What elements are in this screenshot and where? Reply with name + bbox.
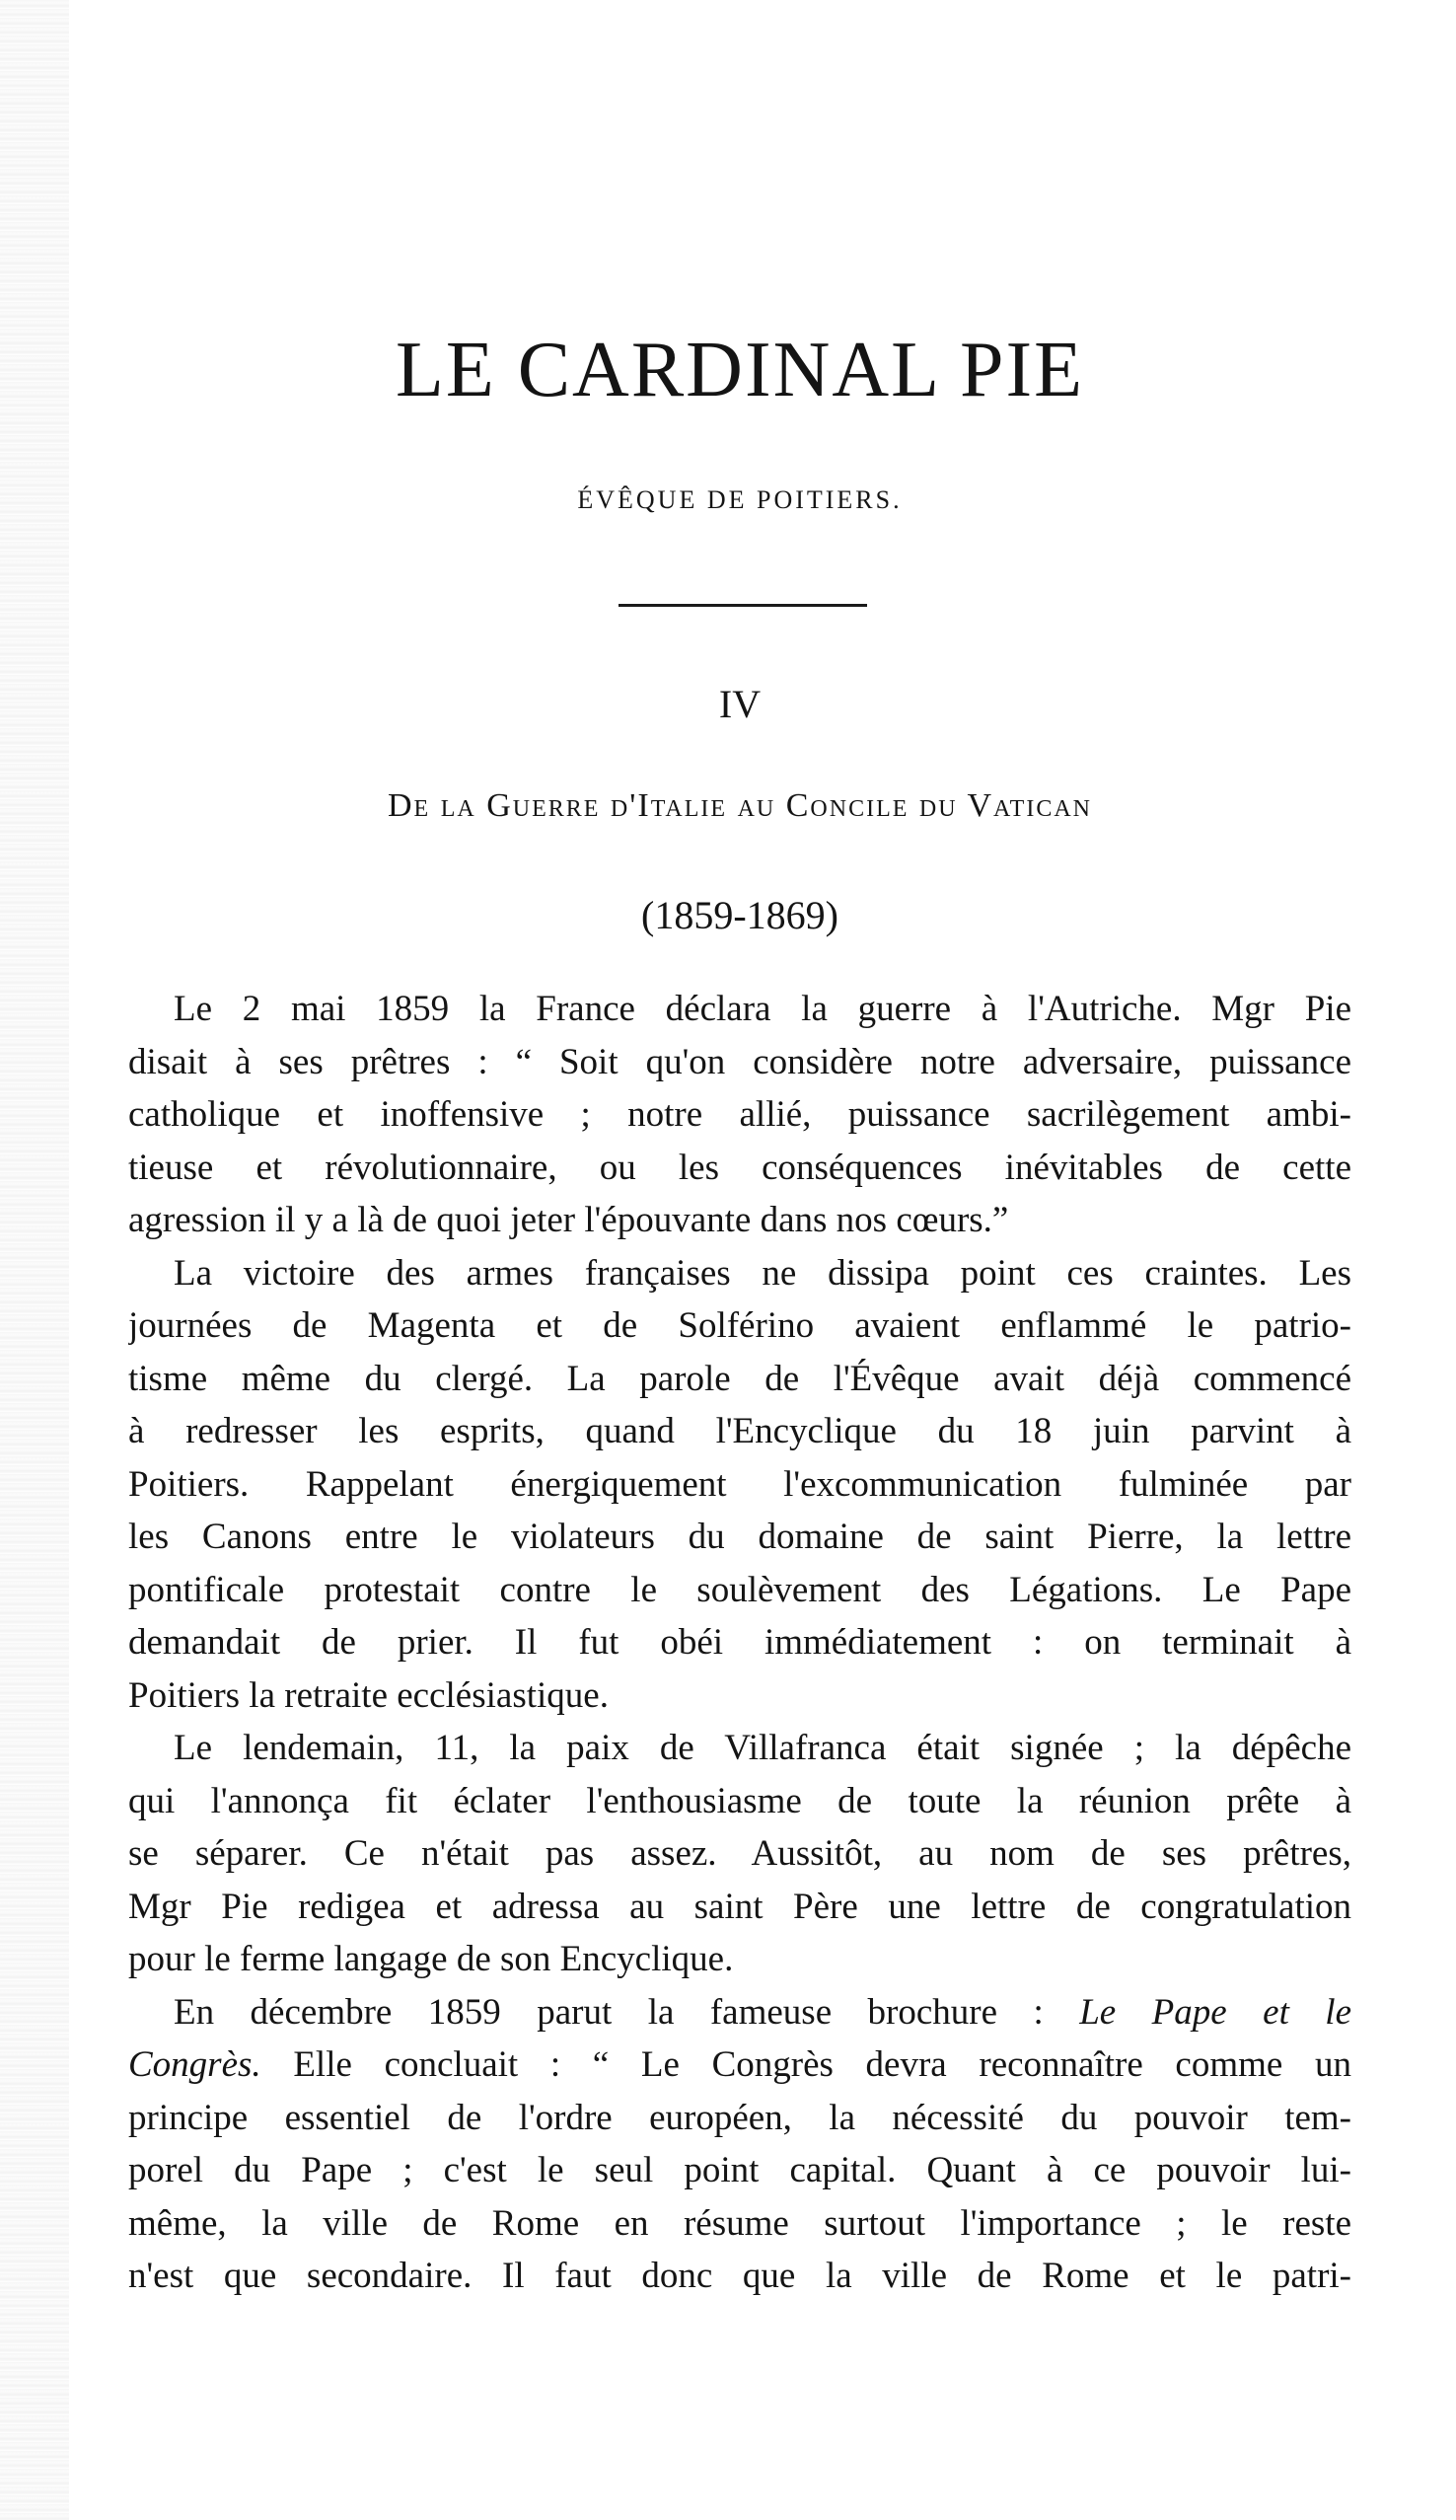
text-line: qui l'annonça fit éclater l'enthousiasme de toute la réunion prête à xyxy=(128,1780,1351,1821)
body-text xyxy=(128,983,1351,2303)
text-line: Le lendemain, 11, la paix de Villafranca était signée ; la dépêche xyxy=(174,1728,1351,1768)
scan-edge-shadow xyxy=(0,0,69,2520)
text-line: La victoire des armes françaises ne dissipa point ces craintes. Les xyxy=(174,1252,1351,1294)
text-line: agression il y a là de quoi jeter l'épouvante dans nos cœurs.” xyxy=(128,1200,1009,1240)
text-line: Le 2 mai 1859 la France déclara la guerre à l'Autriche. Mgr Pie xyxy=(174,989,1351,1029)
divider-rule xyxy=(619,604,867,607)
text-line: n'est que secondaire. Il faut donc que la ville de Rome et le patri- xyxy=(128,2256,1351,2296)
text-line: disait à ses prêtres : “ Soit qu'on considère notre adversaire, puissance xyxy=(128,1041,1351,1082)
book-page xyxy=(128,0,1351,2520)
chapter-dates: (1859-1869) xyxy=(641,893,838,937)
text-line: Poitiers. Rappelant énergiquement l'excommunication fulminée par xyxy=(128,1463,1351,1505)
text-run: En décembre 1859 parut la fameuse brochure : xyxy=(174,1991,1044,2033)
text-line: les Canons entre le violateurs du domaine de saint Pierre, la lettre xyxy=(128,1517,1351,1557)
text-line: pour le ferme langage de son Encyclique. xyxy=(128,1939,734,1979)
text-line: tisme même du clergé. La parole de l'Évêque avait déjà commencé xyxy=(128,1358,1351,1399)
text-line xyxy=(128,1986,1351,2039)
italic-title: Le Pape et le xyxy=(1079,1991,1351,2033)
text-line: porel du Pape ; c'est le seul point capital. Quant à ce pouvoir lui- xyxy=(128,2150,1351,2190)
text-run: Elle concluait : “ Le Congrès devra reconnaître comme un xyxy=(293,2044,1351,2085)
page-subtitle: ÉVÊQUE DE POITIERS. xyxy=(577,485,903,514)
text-line: principe essentiel de l'ordre européen, la nécessité du pouvoir tem- xyxy=(128,2097,1351,2138)
text-line: catholique et inoffensive ; notre allié, puissance sacrilègement ambi- xyxy=(128,1094,1351,1135)
text-line: à redresser les esprits, quand l'Encyclique du 18 juin parvint à xyxy=(128,1411,1351,1451)
text-line: tieuse et révolutionnaire, ou les conséquences inévitables de cette xyxy=(128,1147,1351,1188)
chapter-number: IV xyxy=(718,682,762,726)
text-line xyxy=(128,2038,1351,2092)
text-line: Poitiers la retraite ecclésiastique. xyxy=(128,1674,609,1716)
text-line: se séparer. Ce n'était pas assez. Aussitôt, au nom de ses prêtres, xyxy=(128,1833,1351,1874)
page-title: LE CARDINAL PIE xyxy=(395,327,1085,413)
chapter-title: De la Guerre d'Italie au Concile du Vatican xyxy=(387,787,1093,824)
text-line: journées de Magenta et de Solférino avaient enflammé le patrio- xyxy=(128,1305,1351,1346)
text-line: demandait de prier. Il fut obéi immédiatement : on terminait à xyxy=(128,1622,1351,1663)
text-line: même, la ville de Rome en résume surtout l'importance ; le reste xyxy=(128,2202,1351,2244)
text-line: pontificale protestait contre le soulèvement des Légations. Le Pape xyxy=(128,1569,1351,1610)
italic-title: Congrès. xyxy=(128,2044,261,2085)
text-line: Mgr Pie redigea et adressa au saint Père une lettre de congratulation xyxy=(128,1886,1351,1927)
